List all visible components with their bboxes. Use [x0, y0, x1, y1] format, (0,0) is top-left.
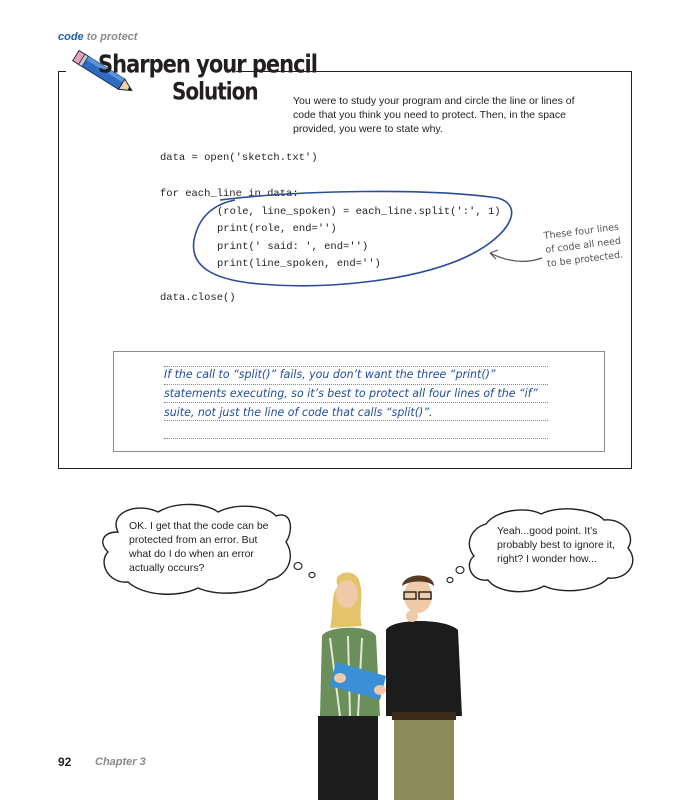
protect-circle	[180, 180, 520, 295]
running-header	[58, 31, 137, 43]
title-solution: Solution	[172, 76, 258, 106]
annotation-note: These four lines of code all need to be protected.	[543, 221, 624, 270]
instructions-text: You were to study your program and circle the line or lines of code that you think you need to protect. Then, in the space provided, you were to state why.	[293, 95, 575, 135]
code-line-3: (role, line_spoken) = each_line.split(':', 1)	[217, 206, 501, 218]
people-illustration	[300, 566, 480, 800]
code-line-7: data.close()	[160, 292, 236, 304]
code-line-2: for each_line in data:	[160, 188, 299, 200]
running-header-bold: code	[58, 31, 84, 43]
code-line-6: print(line_spoken, end='')	[217, 258, 381, 270]
title-sharpen: Sharpen your pencil	[98, 49, 317, 79]
answer-text: If the call to “split()” fails, you don’t want the three “print()” statements executing, so it’s best to protect all four lines of the “if” suite, not just the line of code that calls “split()”.	[164, 367, 538, 420]
code-line-1: data = open('sketch.txt')	[160, 152, 318, 164]
annotation-arrow	[480, 240, 550, 270]
thought-left-text: OK. I get that the code can be protected from an error. But what do I do when an error actually occurs?	[129, 520, 269, 574]
running-header-rest: to protect	[83, 31, 138, 43]
code-line-4: print(role, end='')	[217, 223, 337, 235]
thought-right-text: Yeah...good point. It’s probably best to ignore it, right? I wonder how...	[497, 525, 615, 565]
code-line-5: print(' said: ', end='')	[217, 241, 369, 253]
chapter-label: Chapter 3	[95, 756, 146, 768]
page-number: 92	[58, 755, 72, 769]
answer-rule-5	[164, 438, 548, 439]
